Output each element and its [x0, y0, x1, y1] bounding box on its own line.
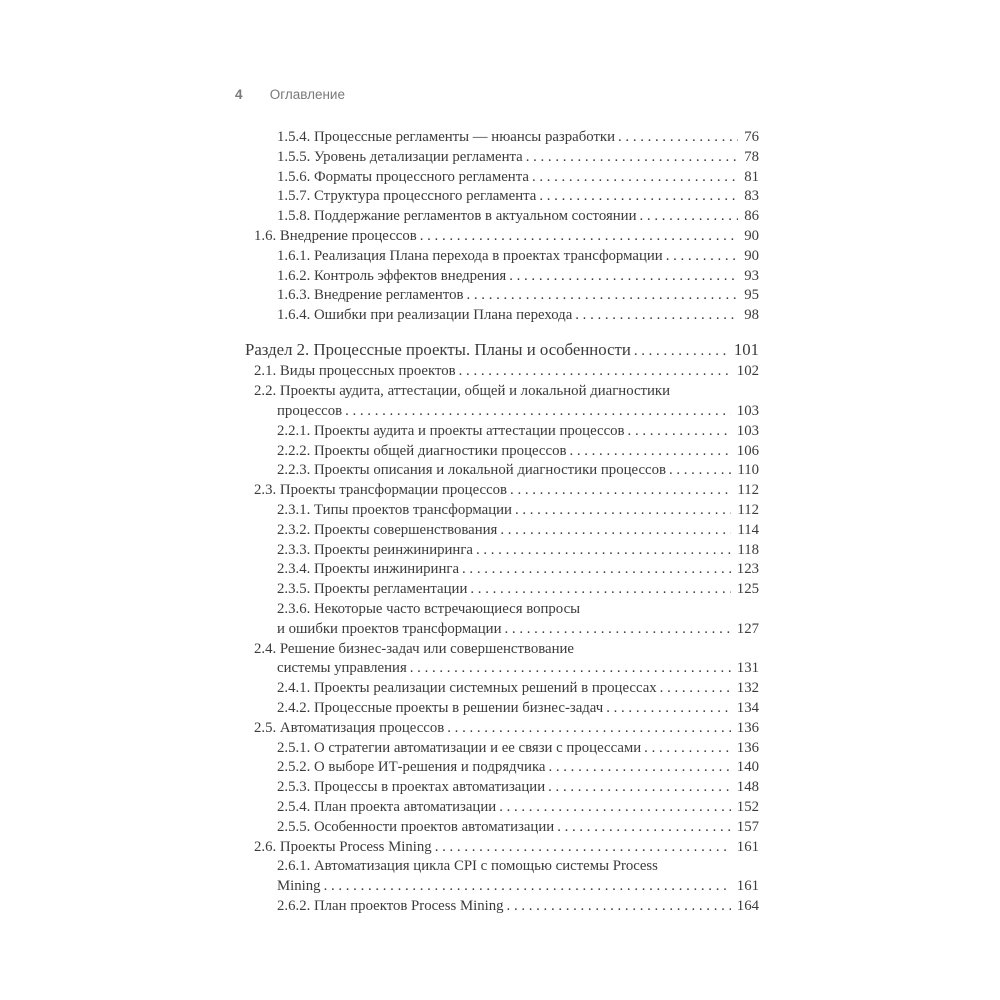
- entry-title: 2.5.2. О выборе ИТ-решения и подрядчика: [277, 759, 546, 776]
- toc-entry-line: [245, 362, 759, 382]
- entry-page: 90: [744, 247, 759, 264]
- entry-page: 101: [733, 339, 759, 359]
- toc-entry-line: [245, 187, 759, 207]
- toc-entry: [245, 422, 759, 442]
- toc-entry-line: [245, 481, 759, 501]
- entry-title: 2.4.1. Проекты реализации системных решений в процессах: [277, 680, 657, 697]
- entry-page: 90: [744, 227, 759, 244]
- toc-entry: [245, 461, 759, 481]
- toc-entry-line: [245, 541, 759, 561]
- toc-entry: [245, 541, 759, 561]
- entry-page: 118: [737, 541, 759, 558]
- dot-leader: [526, 148, 738, 168]
- entry-title: 2.3.1. Типы проектов трансформации: [277, 502, 512, 519]
- toc-entry: [245, 247, 759, 267]
- dot-leader: [569, 442, 730, 462]
- entry-title: 2.6. Проекты Process Mining: [254, 838, 432, 855]
- toc-entry: [245, 897, 759, 917]
- dot-leader: [459, 362, 731, 382]
- entry-title: 2.5. Автоматизация процессов: [254, 719, 445, 736]
- entry-page: 136: [736, 739, 759, 756]
- toc-entry: [245, 501, 759, 521]
- entry-page: 98: [744, 307, 759, 324]
- entry-page: 152: [736, 799, 759, 815]
- entry-title: 1.6.2. Контроль эффектов внедрения: [277, 267, 507, 284]
- dot-leader: [435, 838, 731, 858]
- toc-entry: [245, 128, 759, 148]
- entry-page: 127: [736, 620, 759, 637]
- entry-page: 86: [744, 208, 759, 225]
- dot-leader: [510, 481, 731, 501]
- toc-entry: [245, 187, 759, 207]
- entry-page: 83: [744, 188, 759, 205]
- toc-entry: [245, 442, 759, 462]
- toc-entry: [245, 306, 759, 326]
- header-title: Оглавление: [269, 87, 345, 102]
- entry-page: 76: [744, 129, 759, 145]
- toc-entry-line: [245, 758, 759, 778]
- entry-title: 2.5.3. Процессы в проектах автоматизации: [277, 779, 546, 796]
- toc-entry: [245, 168, 759, 188]
- toc-entry: [245, 207, 759, 227]
- dot-leader: [628, 422, 731, 442]
- entry-title: 2.5.4. План проекта автоматизации: [277, 799, 497, 815]
- entry-title: 2.6.1. Автоматизация цикла CPI с помощью системы Process: [277, 858, 658, 875]
- entry-page: 136: [736, 719, 759, 736]
- toc-list: [245, 128, 759, 917]
- entry-title: 2.2.3. Проекты описания и локальной диагностики процессов: [277, 462, 666, 479]
- toc-entry-line: [245, 382, 759, 402]
- dot-leader: [548, 758, 730, 778]
- entry-page: 95: [744, 287, 759, 304]
- entry-title: процессов: [277, 403, 343, 420]
- entry-title: 1.6.4. Ошибки при реализации Плана перехода: [277, 307, 573, 324]
- toc-entry: [245, 382, 759, 422]
- entry-title: Mining: [277, 878, 321, 895]
- entry-title: 1.5.8. Поддержание регламентов в актуальном состоянии: [277, 208, 637, 225]
- toc-entry: [245, 739, 759, 759]
- entry-title: 1.6.3. Внедрение регламентов: [277, 287, 464, 304]
- toc-entry-line: [245, 128, 759, 148]
- toc-entry-line: [245, 207, 759, 227]
- dot-leader: [345, 402, 731, 422]
- entry-page: 134: [736, 700, 759, 717]
- toc-entry: [245, 267, 759, 287]
- dot-leader: [476, 541, 731, 561]
- toc-entry-line: [245, 798, 759, 818]
- toc-entry-line: [245, 148, 759, 168]
- toc-entry-line: [245, 227, 759, 247]
- toc-entry-line: [245, 580, 759, 600]
- entry-page: 123: [736, 561, 759, 578]
- entry-page: 140: [736, 759, 759, 776]
- entry-title: 2.3.5. Проекты регламентации: [277, 581, 468, 598]
- dot-leader: [575, 306, 738, 326]
- toc-entry-line: [245, 818, 759, 838]
- entry-page: 161: [736, 878, 759, 895]
- toc-entry: [245, 362, 759, 382]
- entry-page: 112: [737, 482, 759, 499]
- toc-entry: [245, 719, 759, 739]
- entry-page: 148: [736, 779, 759, 796]
- dot-leader: [462, 560, 731, 580]
- entry-title: 2.3.6. Некоторые часто встречающиеся вопросы: [277, 601, 581, 618]
- dot-leader: [640, 207, 739, 227]
- dot-leader: [470, 580, 730, 600]
- dot-leader: [447, 719, 731, 739]
- toc-entry-line: [245, 422, 759, 442]
- running-header: [235, 87, 345, 102]
- toc-entry: [245, 818, 759, 838]
- dot-leader: [509, 267, 738, 287]
- entry-title: 2.3.4. Проекты инжиниринга: [277, 561, 460, 578]
- toc-entry: [245, 857, 759, 897]
- entry-page: 161: [736, 838, 759, 855]
- entry-title: 2.2.1. Проекты аудита и проекты аттестации процессов: [277, 422, 625, 439]
- entry-title: 2.4. Решение бизнес-задач или совершенствование: [254, 640, 574, 657]
- toc-entry-line: [245, 339, 759, 363]
- dot-leader: [324, 877, 731, 897]
- entry-title: 1.5.6. Форматы процессного регламента: [277, 168, 529, 185]
- entry-title: 2.6.2. План проектов Process Mining: [277, 897, 504, 914]
- entry-page: 103: [736, 403, 759, 420]
- toc-entry-line: [245, 659, 759, 679]
- entry-page: 157: [736, 818, 759, 835]
- toc-entry: [245, 339, 759, 363]
- dot-leader: [618, 128, 738, 148]
- toc-entry: [245, 679, 759, 699]
- toc-entry: [245, 838, 759, 858]
- dot-leader: [548, 778, 731, 798]
- toc-entry-line: [245, 247, 759, 267]
- entry-title: Раздел 2. Процессные проекты. Планы и особенности: [245, 339, 631, 359]
- dot-leader: [606, 699, 731, 719]
- entry-page: 131: [736, 660, 759, 677]
- entry-page: 125: [736, 581, 759, 598]
- entry-title: и ошибки проектов трансформации: [277, 620, 502, 637]
- entry-page: 81: [744, 168, 759, 185]
- toc-entry-line: [245, 521, 759, 541]
- entry-page: 102: [736, 363, 759, 380]
- entry-title: 2.3.3. Проекты реинжиниринга: [277, 541, 473, 558]
- entry-title: 1.6. Внедрение процессов: [254, 227, 417, 244]
- entry-title: 2.1. Виды процессных проектов: [254, 363, 456, 380]
- dot-leader: [505, 620, 731, 640]
- entry-title: 1.6.1. Реализация Плана перехода в проектах трансформации: [277, 247, 663, 264]
- toc-entry: [245, 758, 759, 778]
- toc-entry-line: [245, 877, 759, 897]
- toc-entry: [245, 699, 759, 719]
- dot-leader: [515, 501, 731, 521]
- toc-entry-line: [245, 402, 759, 422]
- toc-entry: [245, 521, 759, 541]
- dot-leader: [507, 897, 731, 917]
- entry-title: 1.5.4. Процессные регламенты — нюансы разработки: [277, 129, 616, 145]
- toc-entry-line: [245, 838, 759, 858]
- dot-leader: [420, 227, 738, 247]
- dot-leader: [669, 461, 731, 481]
- dot-leader: [467, 286, 739, 306]
- entry-page: 164: [736, 897, 759, 914]
- toc-entry: [245, 148, 759, 168]
- dot-leader: [666, 247, 739, 267]
- entry-title: 2.5.1. О стратегии автоматизации и ее связи с процессами: [277, 739, 642, 756]
- toc-entry-line: [245, 699, 759, 719]
- toc-entry-line: [245, 461, 759, 481]
- entry-title: 1.5.5. Уровень детализации регламента: [277, 148, 523, 165]
- toc-entry: [245, 600, 759, 640]
- entry-title: системы управления: [277, 660, 407, 677]
- dot-leader: [532, 168, 738, 188]
- toc-entry-line: [245, 679, 759, 699]
- entry-page: 93: [744, 267, 759, 284]
- toc-entry: [245, 481, 759, 501]
- toc-entry-line: [245, 778, 759, 798]
- dot-leader: [499, 798, 731, 818]
- entry-page: 106: [736, 442, 759, 459]
- toc-entry-line: [245, 442, 759, 462]
- entry-title: 2.4.2. Процессные проекты в решении бизнес-задач: [277, 700, 604, 717]
- entry-page: 114: [737, 521, 759, 538]
- toc-entry-line: [245, 501, 759, 521]
- entry-page: 78: [744, 148, 759, 165]
- toc-entry: [245, 286, 759, 306]
- entry-title: 2.3. Проекты трансформации процессов: [254, 482, 508, 499]
- dot-leader: [410, 659, 731, 679]
- toc-entry-line: [245, 620, 759, 640]
- entry-page: 112: [737, 502, 759, 519]
- toc-entry: [245, 778, 759, 798]
- toc-entry-line: [245, 286, 759, 306]
- toc-entry: [245, 640, 759, 680]
- toc-entry: [245, 798, 759, 818]
- toc-entry: [245, 227, 759, 247]
- toc-entry-line: [245, 719, 759, 739]
- toc-entry-line: [245, 739, 759, 759]
- toc-entry-line: [245, 897, 759, 917]
- dot-leader: [557, 818, 731, 838]
- entry-page: 110: [737, 462, 759, 479]
- toc-entry: [245, 580, 759, 600]
- entry-title: 1.5.7. Структура процессного регламента: [277, 188, 537, 205]
- dot-leader: [539, 187, 738, 207]
- toc-entry-line: [245, 600, 759, 620]
- toc-entry-line: [245, 640, 759, 660]
- entry-title: 2.2.2. Проекты общей диагностики процессов: [277, 442, 567, 459]
- entry-page: 103: [736, 422, 759, 439]
- toc-entry-line: [245, 857, 759, 877]
- dot-leader: [500, 521, 731, 541]
- dot-leader: [634, 341, 728, 363]
- entry-title: 2.2. Проекты аудита, аттестации, общей и локальной диагностики: [254, 383, 671, 400]
- dot-leader: [644, 739, 731, 759]
- entry-page: 132: [736, 680, 759, 697]
- toc-entry-line: [245, 560, 759, 580]
- toc-entry-line: [245, 306, 759, 326]
- toc-entry-line: [245, 168, 759, 188]
- toc-entry: [245, 560, 759, 580]
- entry-title: 2.3.2. Проекты совершенствования: [277, 521, 498, 538]
- dot-leader: [660, 679, 731, 699]
- page-number: 4: [235, 87, 243, 102]
- toc-entry-line: [245, 267, 759, 287]
- entry-title: 2.5.5. Особенности проектов автоматизации: [277, 818, 555, 835]
